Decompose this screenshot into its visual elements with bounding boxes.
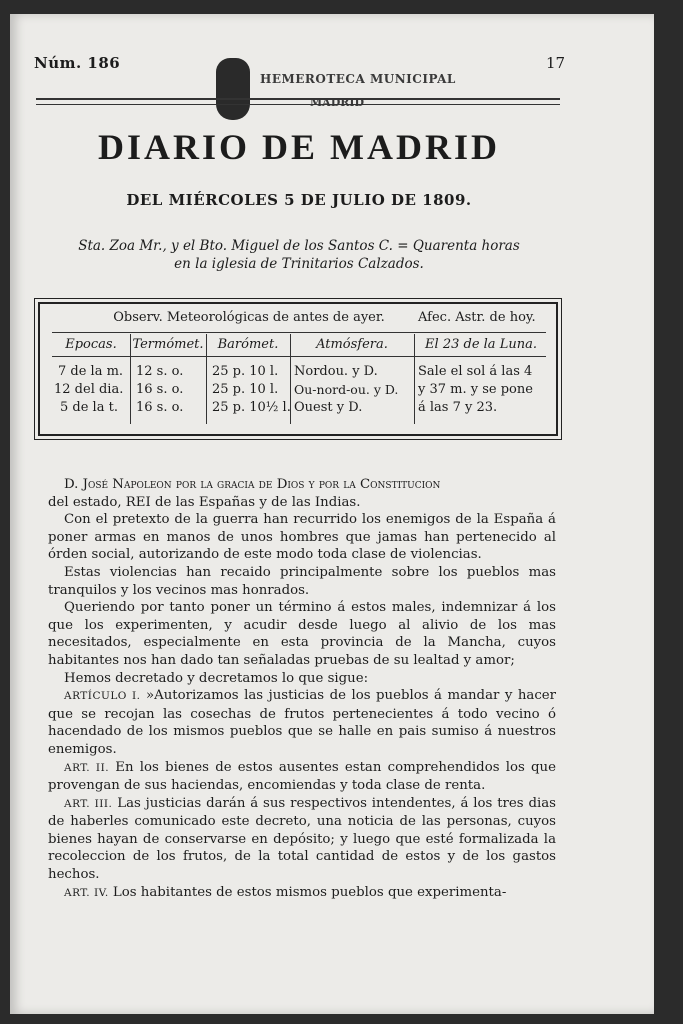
saints-of-day — [34, 237, 564, 273]
meteo-cell: Ouest y D. — [294, 400, 363, 415]
meteo-cell: 12 s. o. — [136, 364, 184, 379]
library-stamp-icon — [216, 58, 250, 120]
article-text: »Autorizamos las justicias de los pueblos á mandar y hacer que se recojan las cosechas de frutos pertenecientes á todo vecino ó hacendado de los mismos pueblos que se halle en pais sumiso á nuestros enemigos. — [48, 688, 556, 757]
masthead-title: DIARIO DE MADRID — [97, 127, 500, 167]
meteo-cell: 16 s. o. — [136, 382, 184, 397]
astro-heading: Afec. Astr. de hoy. — [418, 310, 536, 325]
article-3 — [48, 795, 556, 884]
meteo-cell: 5 de la t. — [60, 400, 118, 415]
meteo-cell: 25 p. 10 l. — [212, 382, 279, 397]
meteo-col-header: Epocas. — [65, 337, 117, 352]
page-number: 17 — [546, 54, 566, 72]
meteo-cell: Sale el sol á las 4 — [418, 364, 533, 379]
meteo-cell: 25 p. 10½ l. — [212, 400, 291, 415]
stamp-line-2: MADRID — [310, 96, 365, 109]
meteo-heading: Observ. Meteorológicas de antes de ayer. — [113, 310, 385, 325]
paragraph: Con el pretexto de la guerra han recurrido los enemigos de la España á poner armas en manos de unos hombres que jamas han pertenecido al órden social, autorizando de este modo toda clase de violencias. — [48, 512, 556, 563]
saints-line-1: Sta. Zoa Mr., y el Bto. Miguel de los Santos C. = Quarenta horas — [78, 238, 520, 254]
meteo-rule — [52, 356, 546, 357]
meteo-col-header: Termómet. — [132, 337, 204, 352]
article-text: Las justicias darán á sus respectivos intendentes, á los tres dias de haberles comunicado este decreto, una noticia de las personas, cuyos bienes hayan de conservarse en depósito; y luego que esté formalizada la recoleccion de los frutos, de la total cantidad de estos y de los gastos hechos. — [48, 795, 556, 883]
decree-body — [48, 476, 556, 902]
saints-line-2: en la iglesia de Trinitarios Calzados. — [174, 256, 424, 272]
article-label: ART. II. — [64, 761, 110, 774]
paragraph: Estas violencias han recaido principalmente sobre los pueblos mas tranquilos y los vecinos mas honrados. — [48, 564, 556, 598]
article-text: En los bienes de estos ausentes estan comprehendidos los que provengan de sus haciendas, encomiendas y toda clase de renta. — [48, 759, 556, 794]
meteo-cell: 12 del dia. — [54, 382, 124, 397]
meteo-cell: Ou-nord-ou. y D. — [294, 382, 399, 397]
newspaper-page — [10, 14, 654, 1014]
stamp-line-1: HEMEROTECA MUNICIPAL — [260, 72, 456, 86]
article-4 — [48, 884, 556, 903]
meteo-col-header: Atmósfera. — [316, 337, 388, 352]
paragraph: Hemos decretado y decretamos lo que sigue: — [64, 670, 369, 686]
header-rule — [36, 98, 560, 105]
meteo-cell: Nordou. y D. — [294, 364, 378, 379]
meteo-cell: 25 p. 10 l. — [212, 364, 279, 379]
meteo-cell: 7 de la m. — [58, 364, 124, 379]
meteo-col-header: El 23 de la Luna. — [425, 337, 537, 352]
meteo-rule — [52, 332, 546, 333]
meteo-cell: y 37 m. y se pone — [418, 382, 533, 397]
decree-issuer: D. José Napoleon por la gracia de Dios y por la Constitucion — [64, 477, 441, 492]
meteo-cell: á las 7 y 23. — [418, 400, 498, 415]
decree-issuer-cont: del estado, REI de las Españas y de las Indias. — [48, 494, 361, 510]
article-label: ART. III. — [64, 797, 113, 810]
article-label: ARTÍCULO I. — [64, 690, 141, 703]
meteo-cell: 16 s. o. — [136, 400, 184, 415]
meteo-col-header: Barómet. — [217, 337, 279, 352]
article-text: Los habitantes de estos mismos pueblos que experimenta- — [112, 884, 507, 900]
article-1 — [48, 687, 556, 758]
article-2 — [48, 759, 556, 795]
paragraph: Queriendo por tanto poner un término á estos males, indemnizar á los que los experimenten, y acudir desde luego al alivio de los mas necesitados, especialmente en esta provincia de la Mancha, cuyos habitantes nos han dado tan señaladas pruebas de su lealtad y amor; — [48, 600, 556, 668]
masthead-date: DEL MIÉRCOLES 5 DE JULIO DE 1809. — [126, 191, 472, 209]
article-label: ART. IV. — [64, 886, 109, 899]
issue-number: Núm. 186 — [34, 54, 121, 72]
